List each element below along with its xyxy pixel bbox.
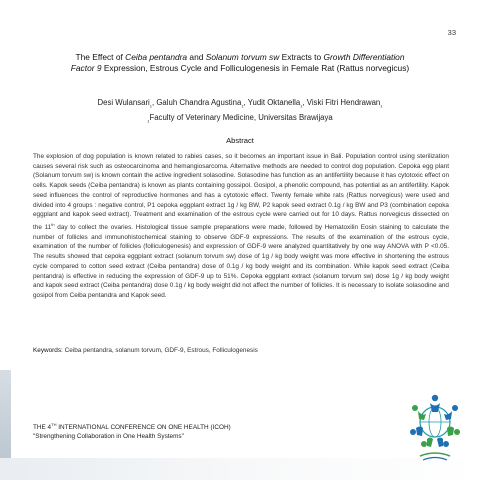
logo-swoosh: [420, 453, 450, 456]
keywords: [33, 347, 449, 354]
author-name: Desi Wulansari: [97, 98, 150, 107]
title-species-solanum: Solanum torvum sw: [205, 52, 280, 62]
abstract-body: [33, 152, 449, 301]
one-health-logo-icon: [406, 392, 464, 464]
abstract-text: The explosion of dog population is known related to rabies cases, so it becomes an important issue in Bali. Population control using sterilization causes several risk such as osteocarcinoma and hemangiosarcoma. Alternative methods are needed to control dog population. Cepoka egg plant (Solanum torvum sw) is known contain the active ingredient solasodine. Solasodine has function as an antifertility because it has cytotoxic effect on cells. Kapok seeds (Ceiba pentandra) is known as plants containing gossipol. Gosipol, a phenolic compound, has potential as an antifertility. Kapok seed influences the control of reproductive hormones and has a cytotoxic effect. Twenty female white rats (Rattus norvegicus) were used and divided into 4 groups : negative control, P1 cepoka eggplant extract 1g / kg BW, P2 kapok seed extract 0.1g / kg BW and P3 (combination cepoka eggplant and kapok seed extract). Treatment and examination of the estrous cycle were carried out for 10 days. Rattus norvegicus dissected on the 11: [33, 153, 449, 232]
conference-footer: [33, 420, 231, 441]
title-text: and: [187, 52, 206, 62]
author-name: , Galuh Chandra Agustina: [152, 98, 242, 107]
logo-swoosh: [423, 458, 447, 461]
conference-name: [33, 420, 231, 432]
author-name: , Yudit Oktanella: [243, 98, 301, 107]
figure-body-icon: [427, 438, 433, 448]
page-number: 33: [447, 28, 456, 37]
abstract-heading: Abstract: [226, 136, 254, 145]
author-list: [40, 97, 440, 126]
figure-head-icon: [454, 429, 460, 435]
affiliation-mark: 1: [241, 103, 244, 109]
title-species-ceiba: Ceiba pentandra: [125, 52, 188, 62]
title-text: The Effect of: [75, 52, 126, 62]
figure-head-icon: [432, 395, 438, 401]
affiliation-mark: 1: [147, 118, 150, 124]
figure-body-icon: [437, 438, 443, 448]
figure-body-icon: [418, 411, 426, 420]
figure-body-icon: [416, 427, 423, 437]
abstract-text: day to collect the ovaries. Histological tissue sample preparations were made, followed by Hematoxilin Eosin staining to calculate the number of follicles and immunohistochemical staining to observe GDF-9 expressions. The results of the examination of the estrous cycle, examination of the number of follicles (folliculogenesis) and expression of GDF-9 were analyzed quantitatively by one way ANOVA with P <0.05. The results showed that cepoka eggplant extract (solanum torvum sw) dose of 1g / kg body weight was more effective in shortening the estrous cycle compared to cotton seed extract (Ceiba pentandra) dose of 0.1g / kg body weight and its combination. While kapok seed extract (Ceiba pentandra) is effective in reducing the expression of GDF-9 up to 51%. Cepoka eggplant extract (solanum torvum sw) dose 1g / kg body weight and kapok seed extract (Ceiba pentandra) dose 0.1g / kg body weight did not affect the number of follicles. It is necessary to isolate solasodine and gosipol from Ceiba pentandra and Kapok seed.: [33, 224, 449, 299]
ordinal-suffix: TH: [51, 422, 57, 427]
figure-body-icon: [444, 411, 452, 420]
title-text: Expression, Estrous Cycle and Folliculogenesis in Female Rat (Rattus norvegicus): [101, 63, 410, 73]
keywords-label: Keywords:: [33, 347, 63, 354]
figure-body-icon: [447, 427, 454, 437]
title-line-1: [40, 52, 440, 63]
figure-head-icon: [452, 405, 458, 411]
conference-theme: "Strengthening Collaboration in One Health Systems": [33, 433, 184, 441]
keywords-text: Ceiba pentandra, solanum torvum, GDF-9, Estrous, Folliculogenesis: [62, 347, 258, 354]
figure-head-icon: [443, 441, 449, 447]
figure-head-icon: [410, 429, 416, 435]
paper-title: [40, 52, 440, 74]
authors-line: [40, 97, 440, 112]
affiliation-mark: 1: [300, 103, 303, 109]
conference-name-text: INTERNATIONAL CONFERENCE ON ONE HEALTH (ICOH): [56, 424, 231, 432]
title-text: Extracts to: [279, 52, 324, 62]
affiliation-mark: 1: [149, 103, 153, 109]
title-gdf-term: Growth Differentiation: [323, 52, 405, 62]
affiliation-text: Faculty of Veterinary Medicine, Universitas Brawijaya: [149, 112, 333, 122]
title-gdf-term: Factor 9: [70, 63, 102, 73]
affiliation-mark: 1: [380, 103, 383, 109]
conference-name-text: THE 4: [33, 424, 52, 432]
author-name: , Viski Fitri Hendrawan: [302, 98, 381, 107]
ordinal-suffix: th: [51, 221, 55, 227]
figure-head-icon: [412, 405, 418, 411]
title-line-2: [40, 63, 440, 74]
figure-head-icon: [421, 441, 427, 447]
affiliation: [40, 112, 440, 127]
